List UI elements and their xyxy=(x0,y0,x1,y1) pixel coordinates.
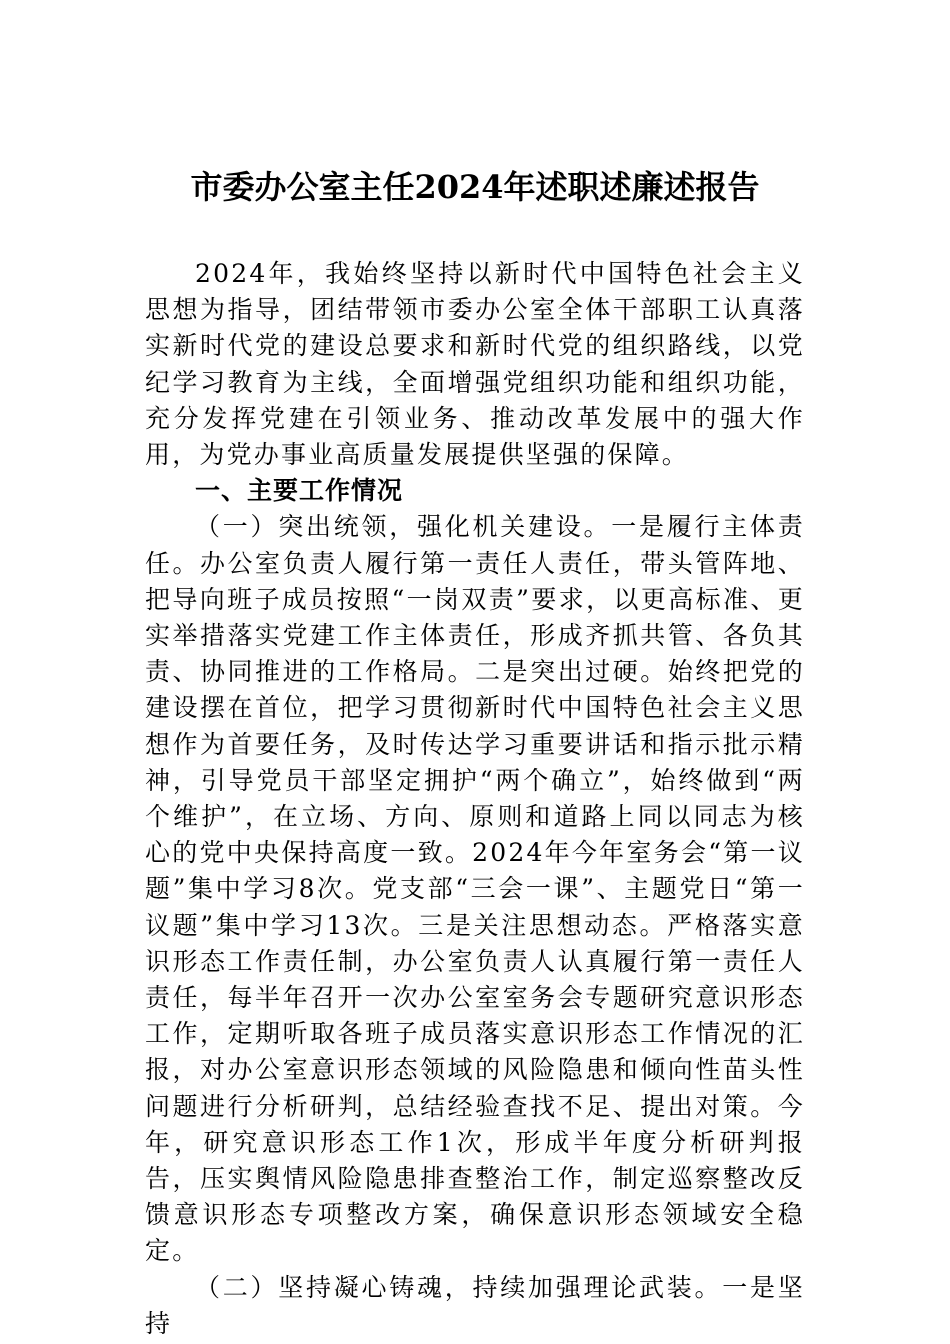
paragraph-2-body: 一是坚持 xyxy=(145,1272,805,1338)
paragraph-2-lead: （二）坚持凝心铸魂，持续加强理论武装。 xyxy=(195,1272,723,1302)
document-body xyxy=(145,256,805,1342)
section-heading-1: 一、主要工作情况 xyxy=(195,476,404,506)
paragraph-1-body: 一是履行主体责任。办公室负责人履行第一责任人责任，带头管阵地、把导向班子成员按照“一岗双责”要求，以更高标准、更实举措落实党建工作主体责任，形成齐抓共管、各负其责、协同推进的工作格局。二是突出过硬。始终把党的建设摆在首位，把学习贯彻新时代中国特色社会主义思想作为首要任务，及时传达学习重要讲话和指示批示精神，引导党员干部坚定拥护“两个确立”，始终做到“两个维护”，在立场、方向、原则和道路上同以同志为核心的党中央保持高度一致。2024年今年室务会“第一议题”集中学习8次。党支部“三会一课”、主题党日“第一议题”集中学习13次。三是关注思想动态。严格落实意识形态工作责任制，办公室负责人认真履行第一责任人责任，每半年召开一次办公室室务会专题研究意识形态工作，定期听取各班子成员落实意识形态工作情况的汇报，对办公室意识形态领域的风险隐患和倾向性苗头性问题进行分析研判，总结经验查找不足、提出对策。今年，研究意识形态工作1次，形成半年度分析研判报告，压实舆情风险隐患排查整治工作，制定巡察整改反馈意识形态专项整改方案，确保意识形态领域安全稳定。 xyxy=(145,512,805,1266)
intro-paragraph: 2024年，我始终坚持以新时代中国特色社会主义思想为指导，团结带领市委办公室全体干部职工认真落实新时代党的建设总要求和新时代党的组织路线，以党纪学习教育为主线，全面增强党组织功能和组织功能，充分发挥党建在引领业务、推动改革发展中的强大作用，为党办事业高质量发展提供坚强的保障。 xyxy=(145,259,805,470)
document-title: 市委办公室主任2024年述职述廉述报告 xyxy=(190,168,760,206)
paragraph-2 xyxy=(145,1270,805,1342)
paragraph-1-lead: （一）突出统领，强化机关建设。 xyxy=(195,512,612,542)
paragraph-1 xyxy=(145,509,805,1269)
